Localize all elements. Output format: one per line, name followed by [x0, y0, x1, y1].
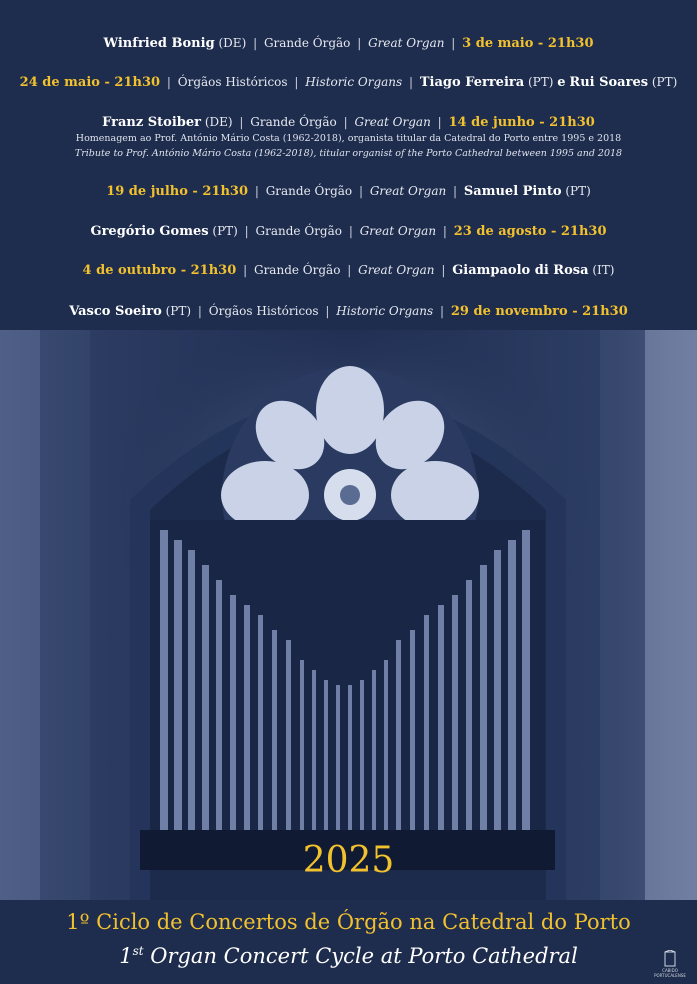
performer-name: Vasco Soeiro	[69, 304, 162, 319]
concert-line-5	[0, 224, 697, 239]
separator: |	[440, 304, 445, 318]
organ-type-pt: Grande Órgão	[250, 115, 337, 129]
organ-type-pt: Grande Órgão	[255, 224, 342, 238]
concert-line-1	[0, 36, 697, 51]
organ-type-en: Historic Organs	[336, 304, 434, 318]
title-english-number: 1	[119, 944, 133, 968]
performer-country: (IT)	[592, 263, 615, 277]
separator: |	[451, 36, 456, 50]
organ-type-en: Great Organ	[354, 115, 431, 129]
separator: |	[244, 224, 249, 238]
separator: |	[357, 36, 362, 50]
cathedral-organ-image	[0, 330, 697, 900]
separator: |	[441, 263, 446, 277]
organ-type-pt: Grande Órgão	[265, 184, 353, 198]
separator: |	[253, 36, 258, 50]
concert-date: 4 de outubro - 21h30	[82, 263, 237, 278]
separator: |	[294, 75, 299, 89]
separator: |	[409, 75, 414, 89]
performer-name-2: Rui Soares	[569, 75, 649, 90]
separator: |	[437, 115, 442, 129]
separator: |	[197, 304, 202, 318]
title-portuguese: 1º Ciclo de Concertos de Órgão na Catedral do Porto	[66, 910, 631, 934]
organ-type-pt: Grande Órgão	[253, 263, 341, 277]
conjunction: e	[557, 75, 566, 90]
tribute-note-pt: Homenagem ao Prof. António Mário Costa (1962-2018), organista titular da Catedral do Porto entre 1995 e 2018	[75, 133, 622, 144]
organ-type-en: Great Organ	[368, 36, 445, 50]
concert-date: 23 de agosto - 21h30	[453, 224, 607, 239]
separator: |	[343, 115, 348, 129]
separator: |	[453, 184, 458, 198]
separator: |	[358, 184, 364, 198]
separator: |	[442, 224, 447, 238]
crest-label: CABIDO PORTUCALENSE	[654, 968, 686, 978]
organ-type-en: Great Organ	[358, 263, 435, 277]
title-english-ordinal: st	[132, 944, 144, 958]
separator: |	[348, 224, 353, 238]
performer-country: (PT)	[212, 224, 238, 238]
concert-line-7	[0, 304, 697, 319]
organ-type-en: Great Organ	[369, 184, 447, 198]
performer-country: (DE)	[204, 115, 233, 129]
performer-name: Tiago Ferreira	[419, 75, 525, 90]
separator: |	[325, 304, 330, 318]
tribute-note-en: Tribute to Prof. António Mário Costa (1962-2018), titular organist of the Porto Cathedral between 1995 and 2018	[74, 148, 623, 159]
year-label: 2025	[302, 840, 395, 881]
performer-name: Giampaolo di Rosa	[452, 263, 589, 278]
organ-type-en: Great Organ	[359, 224, 437, 238]
performer-name: Franz Stoiber	[102, 115, 202, 130]
concert-line-4	[0, 184, 697, 199]
concert-line-2	[0, 75, 697, 90]
performer-country: (PT)	[165, 304, 192, 318]
concert-date: 24 de maio - 21h30	[19, 75, 161, 90]
concert-line-6	[0, 263, 697, 278]
performer-country-2: (PT)	[651, 75, 678, 89]
separator: |	[254, 184, 259, 198]
performer-country: (DE)	[218, 36, 247, 50]
concert-date: 19 de julho - 21h30	[106, 184, 248, 199]
organ-type-pt: Órgãos Históricos	[208, 304, 319, 318]
concert-date: 3 de maio - 21h30	[462, 36, 594, 51]
organ-type-pt: Órgãos Históricos	[177, 75, 288, 89]
performer-country: (PT)	[565, 184, 591, 198]
organ-type-pt: Grande Órgão	[263, 36, 351, 50]
concert-date: 29 de novembro - 21h30	[450, 304, 628, 319]
performer-name: Gregório Gomes	[90, 224, 209, 239]
organ-pipes	[140, 520, 555, 870]
performer-name: Samuel Pinto	[463, 184, 562, 199]
organ-type-en: Historic Organs	[305, 75, 403, 89]
separator: |	[347, 263, 352, 277]
title-english-text: Organ Concert Cycle at Porto Cathedral	[143, 944, 578, 968]
separator: |	[243, 263, 248, 277]
title-english	[0, 944, 697, 968]
concert-date: 14 de junho - 21h30	[448, 115, 595, 130]
separator: |	[166, 75, 171, 89]
separator: |	[239, 115, 244, 129]
cabido-crest-logo	[651, 950, 689, 978]
concert-line-3	[0, 115, 697, 130]
performer-country: (PT)	[528, 75, 554, 89]
performer-name: Winfried Bonig	[103, 36, 215, 51]
